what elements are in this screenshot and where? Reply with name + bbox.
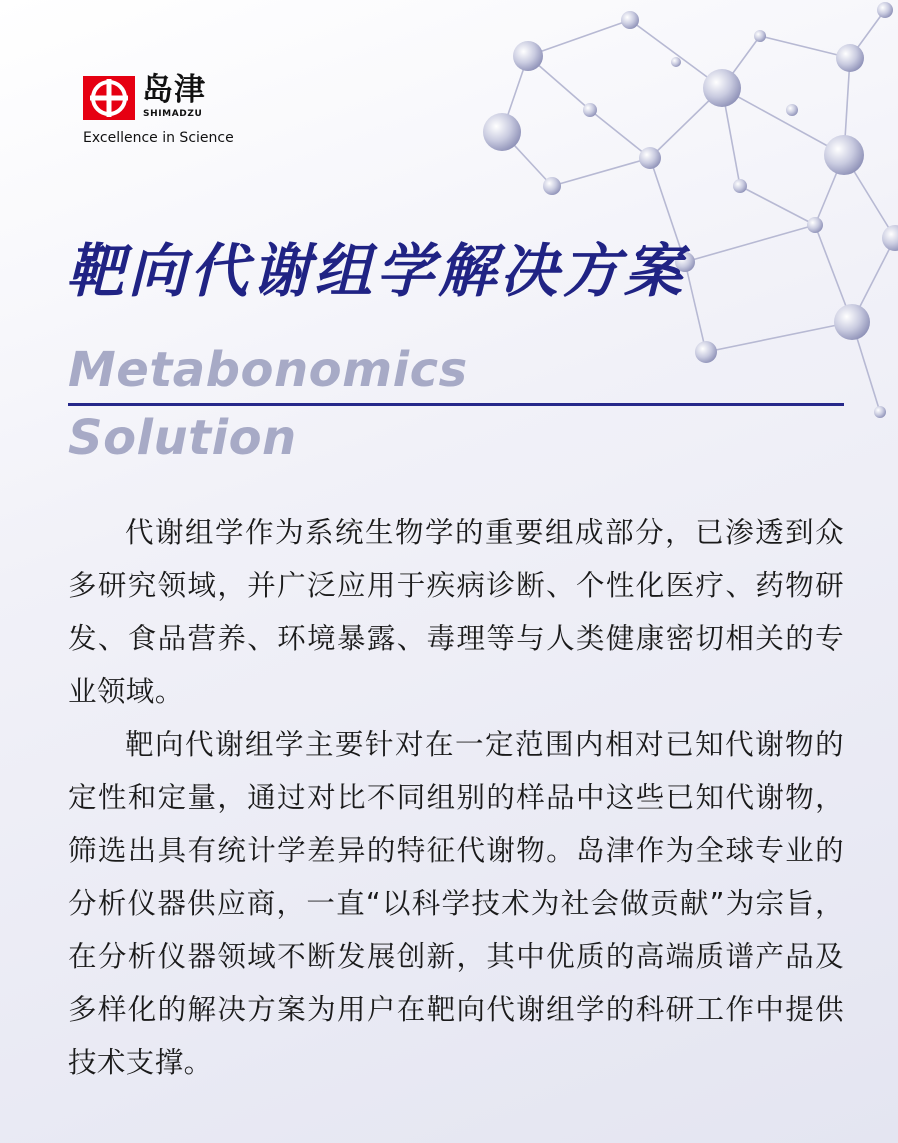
title-english-line2: Solution (68, 410, 297, 466)
title-english-line1: Metabonomics (68, 342, 468, 398)
title-chinese: 靶向代谢组学解决方案 (66, 237, 687, 305)
body-text (68, 506, 844, 1089)
brand-name-cn: 岛津 (142, 72, 206, 108)
brand-tagline: Excellence in Science (83, 130, 234, 146)
title-divider (68, 403, 844, 406)
molecule-network-graphic (440, 0, 898, 420)
shimadzu-logo (83, 72, 243, 152)
brand-name-en: SHIMADZU (143, 109, 203, 119)
paragraph-1: 代谢组学作为系统生物学的重要组成部分，已渗透到众多研究领域，并广泛应用于疾病诊断、个性化医疗、药物研发、食品营养、环境暴露、毒理等与人类健康密切相关的专业领域。 (68, 516, 844, 708)
shimadzu-cross-icon (83, 76, 135, 120)
paragraph-2: 靶向代谢组学主要针对在一定范围内相对已知代谢物的定性和定量，通过对比不同组别的样品中这些已知代谢物，筛选出具有统计学差异的特征代谢物。岛津作为全球专业的分析仪器供应商，一直“以科学技术为社会做贡献”为宗旨，在分析仪器领域不断发展创新，其中优质的高端质谱产品及多样化的解决方案为用户在靶向代谢组学的科研工作中提供技术支撑。 (68, 728, 844, 1079)
